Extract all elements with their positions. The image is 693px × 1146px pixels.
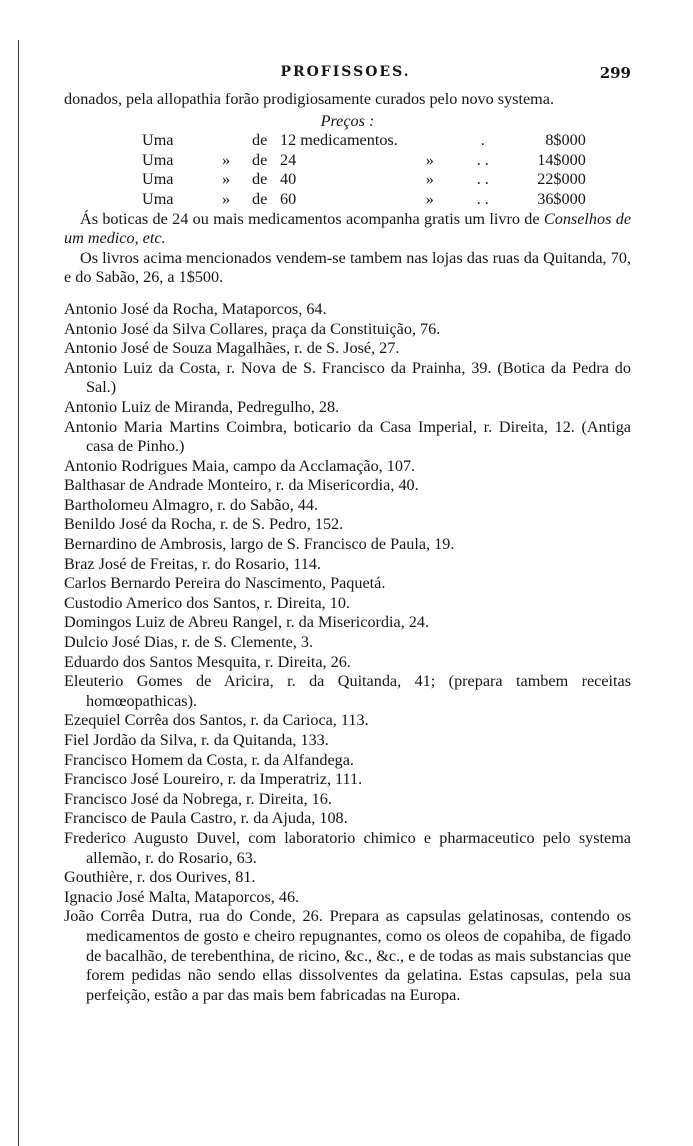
list-item: Balthasar de Andrade Monteiro, r. da Misericordia, 40. xyxy=(64,476,419,495)
list-item: Antonio Luiz da Costa, r. Nova de S. Francisco da Prainha, 39. (Botica da Pedra do Sal.) xyxy=(64,358,631,397)
list-item: Ezequiel Corrêa dos Santos, r. da Carioca, 113. xyxy=(64,711,369,730)
boticas-text: Ás boticas de 24 ou mais medicamentos acompanha gratis um livro de xyxy=(80,209,544,228)
price-de: de xyxy=(252,170,268,189)
list-item: Custodio Americo dos Santos, r. Direita, 10. xyxy=(64,593,350,612)
price-row xyxy=(142,131,586,151)
livros-paragraph: Os livros acima mencionados vendem-se tambem nas lojas das ruas da Quitanda, 70, e do Sabão, 26, a 1$500. xyxy=(64,248,631,287)
price-value: 14$000 xyxy=(537,150,586,169)
price-table xyxy=(142,131,586,209)
price-leader-dots: . . xyxy=(476,170,489,189)
list-item: Gouthière, r. dos Ourives, 81. xyxy=(64,868,256,887)
list-item: Francisco Homem da Costa, r. da Alfandega. xyxy=(64,750,354,769)
price-leader-dots: . . xyxy=(476,150,489,169)
price-row xyxy=(142,170,586,190)
price-row xyxy=(142,190,586,210)
price-ditto xyxy=(398,131,462,151)
price-quantity: 40 xyxy=(280,170,297,189)
price-leader-dots: . xyxy=(480,131,485,150)
page-number: 299 xyxy=(599,64,631,82)
list-item: Antonio José da Rocha, Mataporcos, 64. xyxy=(64,299,327,318)
list-item: Eleuterio Gomes de Aricira, r. da Quitanda, 41; (prepara tambem receitas homœopathicas). xyxy=(64,672,631,710)
price-quantity: 24 xyxy=(280,150,297,169)
book-title: Conselhos de um medico, etc. xyxy=(64,209,631,248)
price-ditto: » xyxy=(425,170,434,189)
boticas-paragraph xyxy=(64,210,631,249)
list-item: João Corrêa Dutra, rua do Conde, 26. Prepara as capsulas gelatinosas, contendo os medicamentos de gosto e cheiro repugnantes, como os oleos de copahiba, de figado de bacalhão, de terebenthina, de ricino, &c., &c., e de todas as mais substancias que forem pedidas não sendo ellas dissolventes da gelatina. Estas capsulas, pela sua perfeição, estão a par das mais bem fabricadas na Europa. xyxy=(64,907,631,1004)
list-item: Domingos Luiz de Abreu Rangel, r. da Misericordia, 24. xyxy=(64,613,430,632)
pharmacist-list xyxy=(64,300,631,1005)
list-item: Antonio José da Silva Collares, praça da Constituição, 76. xyxy=(64,319,441,338)
list-item: Antonio Rodrigues Maia, campo da Acclamação, 107. xyxy=(64,456,416,475)
page-title: PROFISSOES. xyxy=(280,64,411,80)
price-leader-dots: . . xyxy=(476,189,489,208)
list-item: Francisco de Paula Castro, r. da Ajuda, 108. xyxy=(64,809,348,828)
list-item: Ignacio José Malta, Mataporcos, 46. xyxy=(64,887,300,906)
list-item: Antonio José de Souza Magalhães, r. de S. José, 27. xyxy=(64,339,400,358)
intro-line: donados, pela allopathia forão prodigiosamente curados pelo novo systema. xyxy=(64,90,554,108)
list-item: Francisco José Loureiro, r. da Imperatriz, 111. xyxy=(64,770,363,789)
price-ditto: » xyxy=(425,150,434,169)
list-item: Antonio Maria Martins Coimbra, boticario da Casa Imperial, r. Direita, 12. (Antiga casa de Pinho.) xyxy=(64,417,631,456)
list-item: Bernardino de Ambrosis, largo de S. Francisco de Paula, 19. xyxy=(64,535,455,554)
price-ditto: » xyxy=(221,189,231,208)
price-value: 8$000 xyxy=(545,131,586,150)
list-item: Benildo José da Rocha, r. de S. Pedro, 152. xyxy=(64,515,344,534)
price-de: de xyxy=(252,189,268,208)
list-item: Eduardo dos Santos Mesquita, r. Direita, 26. xyxy=(64,652,351,671)
precos-heading: Preços : xyxy=(320,111,375,130)
price-ditto xyxy=(200,131,252,151)
page-edge-line xyxy=(18,40,19,1146)
section-gap xyxy=(64,288,631,300)
price-ditto: » xyxy=(425,189,434,208)
price-value: 22$000 xyxy=(537,170,586,189)
price-item: Uma xyxy=(142,150,174,169)
price-de: de xyxy=(252,131,268,150)
price-value: 36$000 xyxy=(537,189,586,208)
price-item: Uma xyxy=(142,170,174,189)
price-de: de xyxy=(252,150,268,169)
price-quantity: 12 medicamentos. xyxy=(280,131,398,150)
list-item: Fiel Jordão da Silva, r. da Quitanda, 133. xyxy=(64,731,329,749)
page-body xyxy=(64,90,631,1005)
price-item: Uma xyxy=(142,189,174,208)
price-row xyxy=(142,151,586,171)
running-header xyxy=(60,60,631,84)
list-item: Antonio Luiz de Miranda, Pedregulho, 28. xyxy=(64,397,340,416)
list-item: Bartholomeu Almagro, r. do Sabão, 44. xyxy=(64,495,319,514)
price-quantity: 60 xyxy=(280,189,297,208)
price-ditto: » xyxy=(221,170,231,189)
list-item: Francisco José da Nobrega, r. Direita, 16. xyxy=(64,789,332,808)
price-item: Uma xyxy=(142,131,174,150)
list-item: Carlos Bernardo Pereira do Nascimento, Paquetá. xyxy=(64,574,386,593)
list-item: Braz José de Freitas, r. do Rosario, 114. xyxy=(64,554,322,573)
price-ditto: » xyxy=(221,150,231,169)
list-item: Dulcio José Dias, r. de S. Clemente, 3. xyxy=(64,633,314,652)
list-item: Frederico Augusto Duvel, com laboratorio chimico e pharmaceutico pelo systema allemão, r. do Rosario, 63. xyxy=(64,828,631,867)
